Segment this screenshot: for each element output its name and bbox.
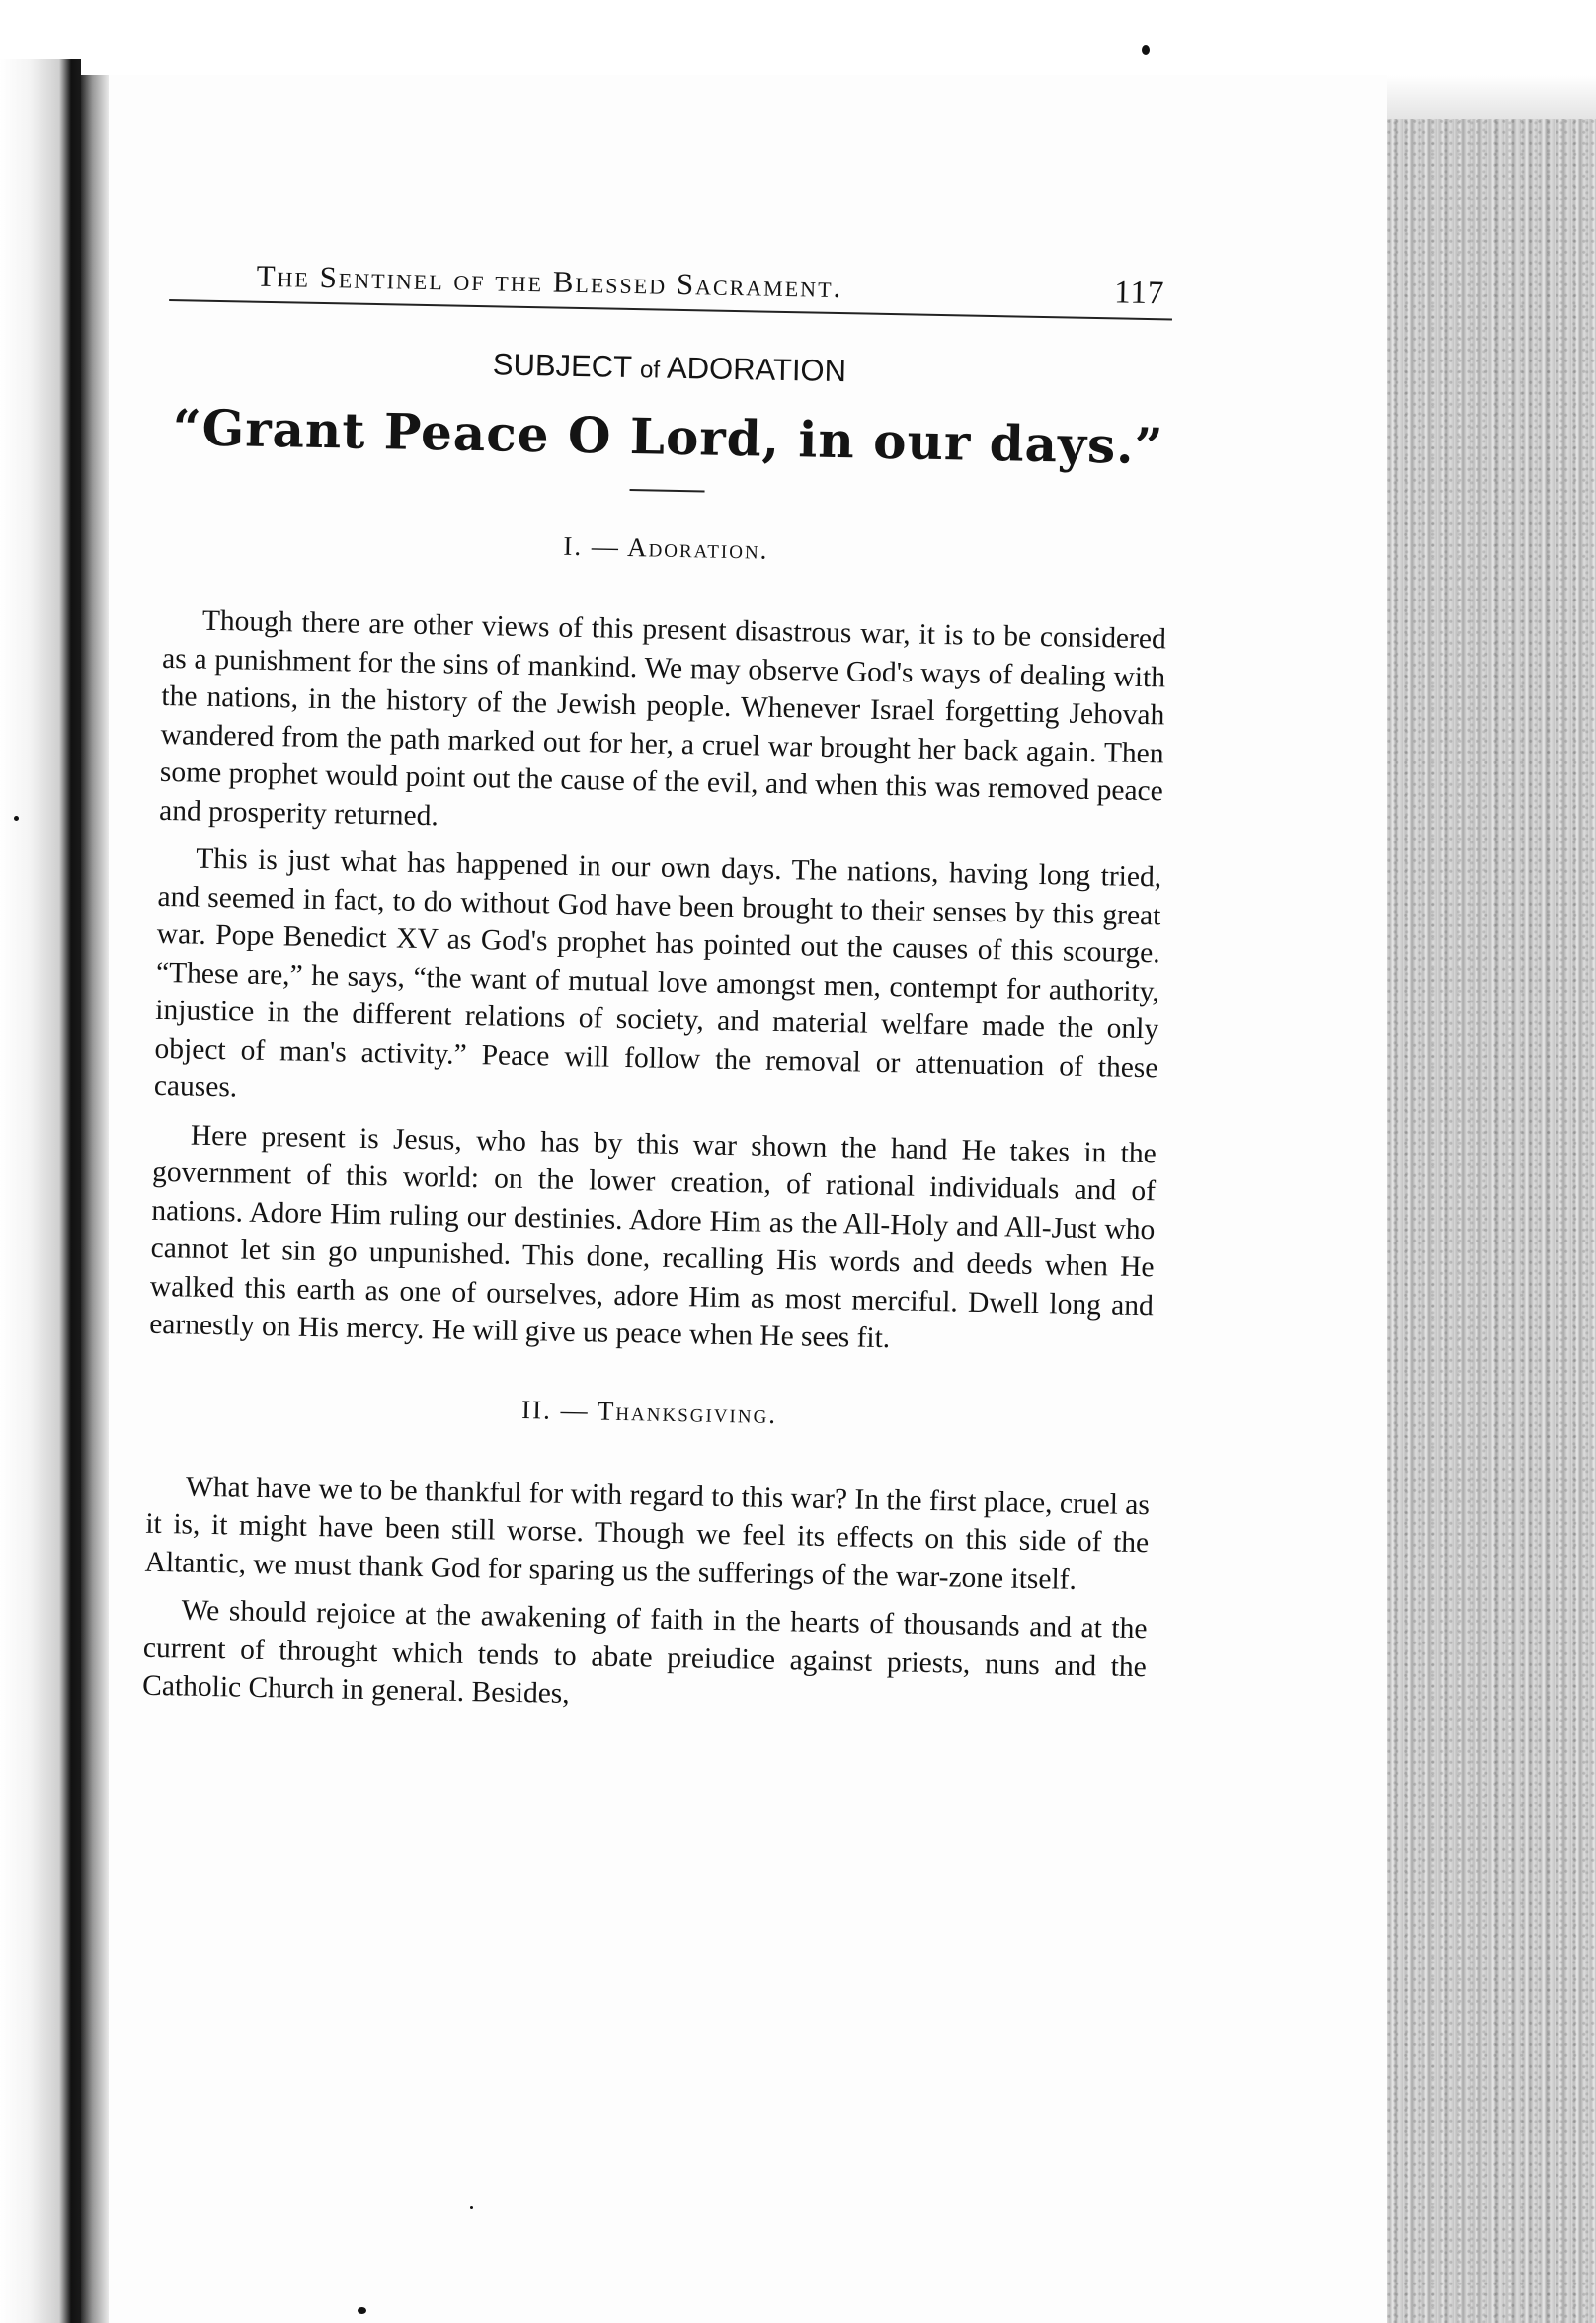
- section-adoration: [149, 523, 1168, 1363]
- paragraph: Though there are other views of this present disastrous war, it is to be considered as a punishment for the sins of mankind. We may observe God's ways of dealing with the nations, in the history of the Jewish people. Whenever Israel forgetting Jehovah wandered from the path marked out for her, a cruel war brought her back again. Then some prophet would point out the cause of the evil, and when this was removed peace and prosperity returned.: [158, 604, 1167, 832]
- binding-shadow: [81, 75, 111, 2323]
- subject-topic: ADORATION: [666, 350, 847, 389]
- scan-speck: [470, 2206, 473, 2209]
- previous-page-edge: [0, 59, 81, 2323]
- section-heading: I. — Adoration.: [563, 530, 769, 565]
- title-divider: [630, 489, 705, 492]
- paragraph: Here present is Jesus, who has by this war shown the hand He takes in the government of this world: on the lower creation, of rational individuals and of nations. Adore Him ruling our destinies. Adore Him as the All-Holy and All-Just who cannot let sin go unpunished. This done, recalling His words and deeds when He walked this earth as one of ourselves, adore Him as most merciful. Dwell long and earnestly on His mercy. He will give us peace when He sees fit.: [148, 1119, 1157, 1355]
- subject-word: SUBJECT: [492, 347, 632, 384]
- paragraph: This is just what has happened in our own days. The nations, having long tried, and seemed in fact, to do without God have been brought to their senses by this great war. Pope Benedict XV as God's prophet has pointed out the causes of this scourge. “These are,” he says, “the want of mutual love amongst men, contempt for authority, injustice in the different relations of society, and material welfare made the only object of man's activity.” Peace will follow the removal or attenuation of these causes.: [153, 842, 1162, 1104]
- paragraph: We should rejoice at the awakening of faith in the hearts of thousands and at the current of throught which tends to abate preiudice against priests, nuns and the Catholic Church in general. Besides,: [141, 1594, 1148, 1711]
- subject-of: of: [639, 357, 661, 384]
- paragraph: What have we to be thankful for with regard to this war? In the first place, cruel as it is, it might have been still worse. Though we feel its effects on this side of the Altantic, we must thank God for sparing us the sufferings of the war-zone itself.: [144, 1471, 1151, 1596]
- page-text-block: [142, 257, 1173, 1734]
- journal-title: The Sentinel of the Blessed Sacrament.: [256, 258, 843, 305]
- scan-speck: [358, 2307, 366, 2314]
- scan-speck: [14, 816, 19, 821]
- page-number: 117: [1113, 275, 1165, 312]
- fore-edge-top: [1387, 75, 1596, 119]
- section-thanksgiving: [142, 1387, 1152, 1723]
- scan-speck: [1142, 45, 1150, 55]
- book-fore-edge: [1387, 119, 1596, 2323]
- prayer-title: “Grant Peace O Lord, in our days.”: [172, 398, 1164, 476]
- subject-heading: [168, 341, 1172, 395]
- section-heading: II. — Thanksgiving.: [520, 1394, 778, 1429]
